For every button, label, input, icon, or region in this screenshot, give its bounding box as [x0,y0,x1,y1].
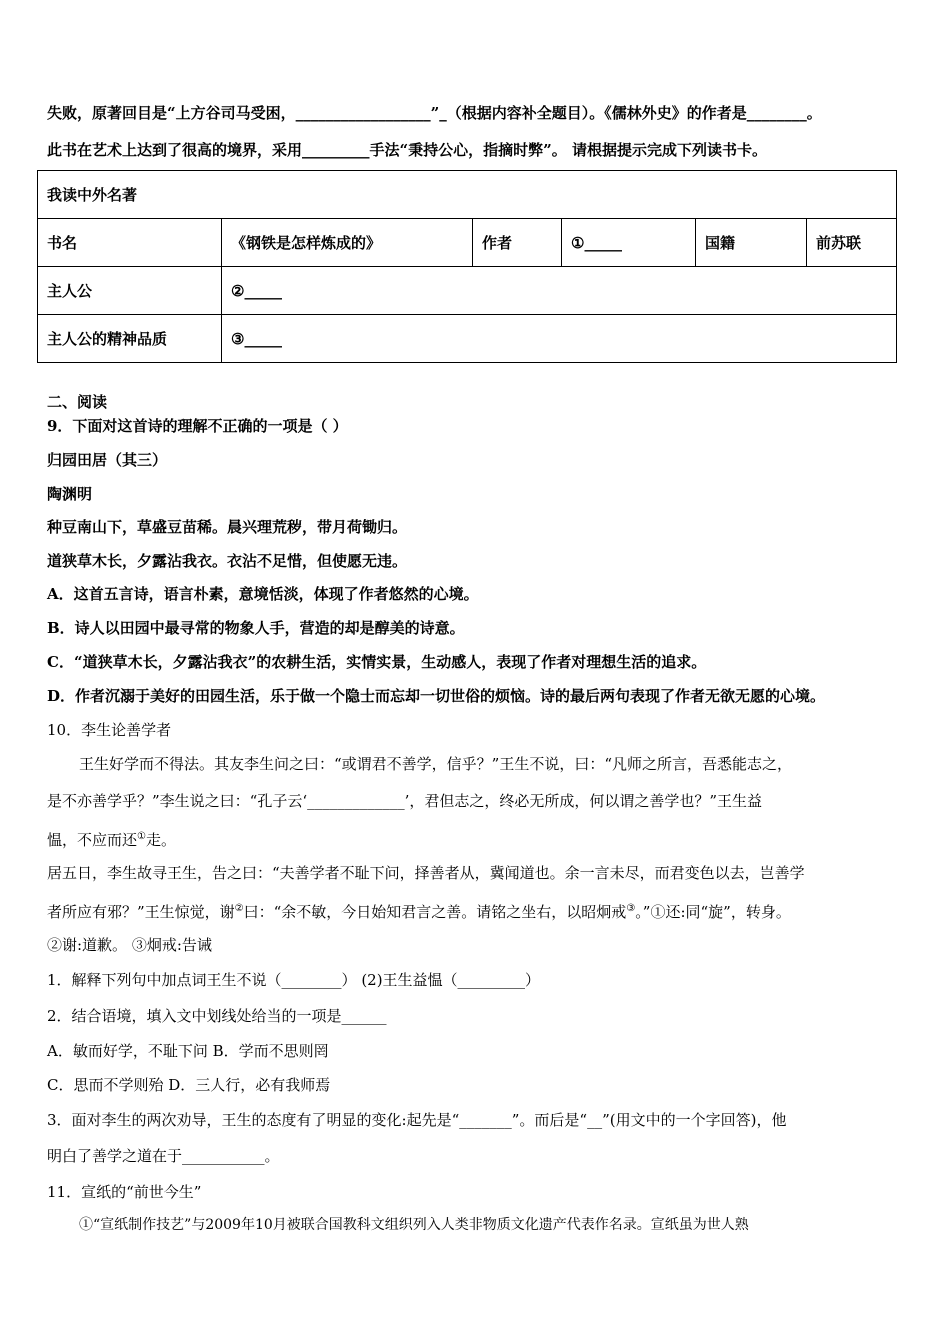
intro-line-2: 此书在艺术上达到了很高的境界，采用_________手法“秉持公心，指摘时弊”。 请根据提示完成下列读书卡。 [47,141,767,159]
section-heading: 二、阅读 [47,393,108,411]
passage-text: 愠，不应而还 [47,831,138,849]
q9-option-a: A．这首五言诗，语言朴素，意境恬淡，体现了作者悠然的心境。 [47,585,479,603]
spirit-label: 主人公的精神品质 [38,315,222,363]
q10-sub-options-cd: C．思而不学则殆 D．三人行，必有我师焉 [47,1076,331,1094]
q10-passage-line-4: 居五日，李生故寻王生，告之曰：“夫善学者不耻下问，择善者从，冀闻道也。余一言未尽，而君变色以去，岂善学 [47,864,805,882]
passage-text: 曰：“余不敏，今日始知君言之善。请铭之坐右，以昭炯戒 [243,903,627,921]
q10-sub-options-ab: A．敏而好学，不耻下问 B．学而不思则罔 [47,1042,329,1060]
poem-title: 归园田居（其三） [47,451,168,469]
reading-card-table [37,170,897,363]
author-label: 作者 [473,219,562,267]
q9-option-c: C．“道狭草木长，夕露沾我衣”的农耕生活，实情实景，生动感人，表现了作者对理想生活的追求。 [47,653,707,671]
footnote-marker-3: ③ [626,903,636,914]
q10-passage-line-1: 王生好学而不得法。其友李生问之曰：“或谓君不善学，信乎？”王生不说，曰：“凡师之所言，吾悉能志之， [79,755,793,773]
q10-passage-line-2: 是不亦善学乎？”李生说之曰：“孔子云‘_____________’，君但志之，终必无所成，何以谓之善学也？”王生益 [47,792,763,810]
card-title: 我读中外名著 [38,171,897,219]
poem-line-2: 道狭草木长，夕露沾我衣。衣沾不足惜，但使愿无违。 [47,552,408,570]
book-label: 书名 [38,219,222,267]
nationality-label: 国籍 [696,219,807,267]
passage-text: 者所应有邪？”王生惊觉，谢 [47,903,235,921]
q10-title: 10．李生论善学者 [47,721,172,739]
q10-sub-question-3-line-2: 明白了善学之道在于___________。 [47,1147,280,1165]
q10-sub-question-3-line-1: 3．面对李生的两次劝导，王生的态度有了明显的变化:起先是“_______”。而后是“__”(用文中的一个字回答)，他 [47,1111,787,1129]
hero-blank: ②_____ [222,267,897,315]
passage-text: 。”①还:同“旋”，转身。 [635,903,791,921]
q10-notes: ②谢:道歉。 ③炯戒:告诫 [47,936,212,954]
nationality-value: 前苏联 [807,219,897,267]
q10-passage-line-5 [47,899,791,922]
q10-passage-line-3 [47,827,176,850]
q9-stem: 9．下面对这首诗的理解不正确的一项是（ ） [47,417,348,435]
intro-line-1: 失败，原著回目是“上方谷司马受困，__________________”_（根据内容补全题目）。《儒林外史》的作者是________。 [47,104,822,122]
q11-title: 11．宣纸的“前世今生” [47,1183,202,1201]
poem-line-1: 种豆南山下，草盛豆苗稀。晨兴理荒秽，带月荷锄归。 [47,518,408,536]
hero-label: 主人公 [38,267,222,315]
q10-sub-question-1: 1．解释下列句中加点词王生不说（________） (2)王生益愠（_________） [47,971,541,989]
q10-sub-question-2: 2．结合语境，填入文中划线处给当的一项是______ [47,1007,387,1025]
spirit-blank: ③_____ [222,315,897,363]
q11-paragraph-1: ①“宣纸制作技艺”与2009年10月被联合国教科文组织列入人类非物质文化遗产代表作名录。宣纸虽为世人熟 [79,1217,749,1233]
poet-name: 陶渊明 [47,485,93,503]
book-value: 《钢铁是怎样炼成的》 [222,219,473,267]
q9-option-d: D．作者沉溺于美好的田园生活，乐于做一个隐士而忘却一切世俗的烦恼。诗的最后两句表现了作者无欲无愿的心境。 [47,687,826,705]
q9-option-b: B．诗人以田园中最寻常的物象人手，营造的却是醇美的诗意。 [47,619,465,637]
author-blank: ①_____ [562,219,696,267]
passage-text: 走。 [145,831,176,849]
footnote-marker-2: ② [234,903,244,914]
footnote-marker-1: ① [137,831,146,842]
